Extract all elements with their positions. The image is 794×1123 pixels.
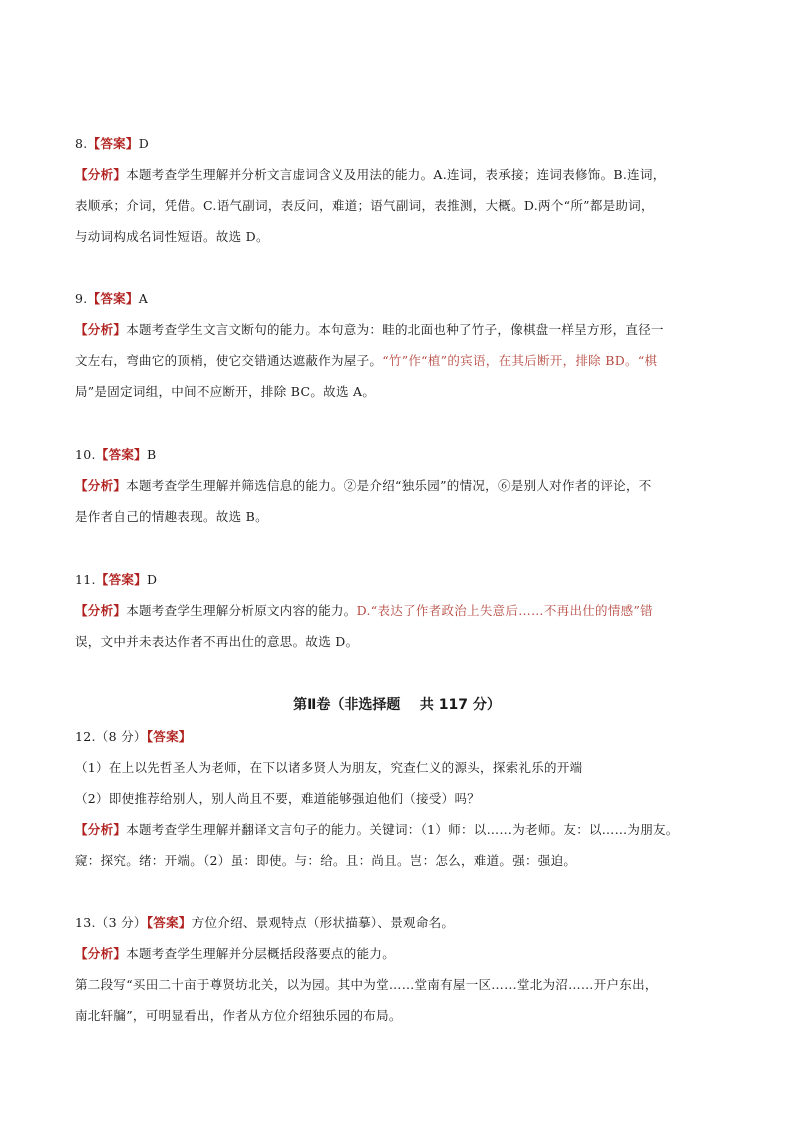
q9-analysis-text-2a: 文左右，弯曲它的顶梢，使它交错通达遮蔽作为屋子。 [75, 353, 383, 368]
q11-number: 11. [75, 572, 96, 587]
q12-number: 12.（8 分） [75, 729, 147, 744]
q10-answer-tag: 【答案】 [95, 447, 147, 462]
q13-answer-line [75, 914, 454, 932]
q8-analysis-line-3: 与动词构成名词性短语。故选 D。 [75, 229, 269, 244]
q10-analysis-tag: 【分析】 [75, 478, 127, 493]
q8-number: 8. [75, 136, 88, 151]
q9-answer-tag: 【答案】 [87, 291, 139, 306]
q13-number: 13.（3 分） [75, 915, 147, 930]
q9-analysis-text-2b: “竹”作“植”的宾语，在其后断开，排除 BD。“棋 [382, 353, 658, 368]
q13-analysis-line-3: 南北轩牖”，可明显看出，作者从方位介绍独乐园的布局。 [75, 1008, 402, 1023]
q12-answer-2: （2）即使推荐给别人，别人尚且不要，难道能够强迫他们（接受）吗？ [75, 791, 481, 806]
q8-answer-tag: 【答案】 [87, 136, 139, 151]
q9-analysis-line-1 [75, 321, 664, 339]
q13-analysis-line-1 [75, 945, 395, 963]
q9-number: 9. [75, 291, 88, 306]
q11-answer-tag: 【答案】 [95, 572, 147, 587]
q9-analysis-line-3: 局”是固定词组，中间不应断开，排除 BC。故选 A。 [75, 384, 376, 399]
q10-number: 10. [75, 447, 96, 462]
q12-analysis-line-2: 窥：探究。绪：开端。（2）虽：即使。与：给。且：尚且。岂：怎么，难道。强：强迫。 [75, 853, 577, 868]
section-title: 第Ⅱ卷（非选择题 共 117 分） [293, 697, 501, 713]
q8-analysis-tag: 【分析】 [75, 167, 127, 182]
q9-analysis-line-2 [75, 352, 657, 370]
q11-answer: D [146, 572, 158, 587]
q13-analysis-line-2: 第二段写“买田二十亩于尊贤坊北关，以为园。其中为堂……堂南有屋一区……堂北为沼……开户东出， [75, 977, 658, 992]
q11-analysis-text-1a: 本题考查学生理解分析原文内容的能力。 [126, 603, 357, 618]
q13-analysis-text-1: 本题考查学生理解并分层概括段落要点的能力。 [126, 946, 396, 961]
q11-analysis-text-1b: D.“表达了作者政治上失意后……不再出仕的情感”错 [356, 603, 653, 618]
q10-analysis-line-2: 是作者自己的情趣表现。故选 B。 [75, 509, 268, 524]
q13-analysis-tag: 【分析】 [75, 946, 127, 961]
q12-analysis-text-1: 本题考查学生理解并翻译文言句子的能力。关键词：（1）师：以……为老师。友：以……为朋友。 [126, 822, 679, 837]
q11-answer-line [75, 571, 157, 589]
q8-answer-line [75, 135, 149, 153]
q9-answer: A [138, 291, 149, 306]
q8-analysis-line-2: 表顺承；介词，凭借。C.语气副词，表反问，难道；语气副词，表推测，大概。D.两个“所”都是助词， [75, 198, 654, 213]
q13-answer-tag: 【答案】 [146, 915, 192, 930]
q12-answer-tag: 【答案】 [146, 729, 192, 744]
q12-analysis-tag: 【分析】 [75, 822, 127, 837]
q11-analysis-line-2: 误，文中并未表达作者不再出仕的意思。故选 D。 [75, 634, 359, 649]
q9-analysis-text-1: 本题考查学生文言文断句的能力。本句意为：畦的北面也种了竹子，像棋盘一样呈方形，直径一 [126, 322, 664, 337]
q13-answer: 方位介绍、景观特点（形状描摹）、景观命名。 [191, 915, 455, 930]
q12-analysis-line-1 [75, 821, 679, 839]
q11-analysis-tag: 【分析】 [75, 603, 127, 618]
q8-analysis-text-1: 本题考查学生理解并分析文言虚词含义及用法的能力。A.连词，表承接；连词表修饰。B.连词， [126, 167, 666, 182]
q9-analysis-tag: 【分析】 [75, 322, 127, 337]
q8-analysis-line-1 [75, 166, 666, 184]
q10-analysis-text-1: 本题考查学生理解并筛选信息的能力。②是介绍“独乐园”的情况，⑥是别人对作者的评论，不 [126, 478, 652, 493]
q12-answer-line [75, 728, 192, 746]
q10-answer-line [75, 446, 156, 464]
q12-answer-1: （1）在上以先哲圣人为老师，在下以诸多贤人为朋友，究查仁义的源头，探索礼乐的开端 [75, 760, 583, 775]
q11-analysis-line-1 [75, 602, 653, 620]
q10-answer: B [146, 447, 157, 462]
q8-answer: D [138, 136, 150, 151]
q9-answer-line [75, 290, 148, 308]
q10-analysis-line-1 [75, 477, 652, 495]
